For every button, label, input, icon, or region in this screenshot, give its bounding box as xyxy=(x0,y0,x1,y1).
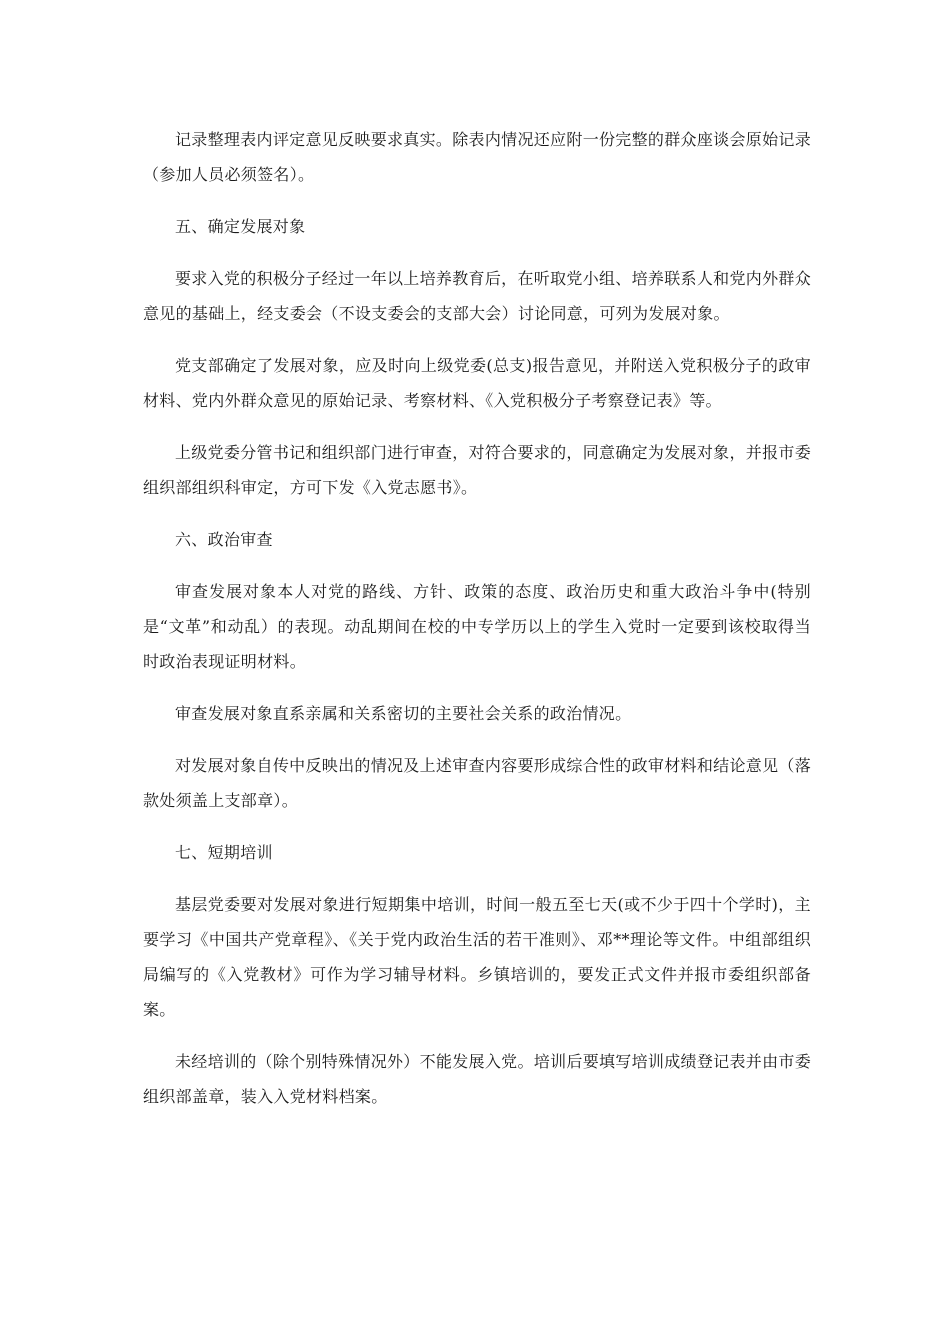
paragraph-political-review: 审查发展对象本人对党的路线、方针、政策的态度、政治历史和重大政治斗争中(特别是“文革”和动乱）的表现。动乱期间在校的中专学历以上的学生入党时一定要到该校取得当时政治表现证明材料。 xyxy=(143,582,811,671)
paragraph-record-requirements: 记录整理表内评定意见反映要求真实。除表内情况还应附一份完整的群众座谈会原始记录（参加人员必须签名）。 xyxy=(143,130,811,184)
section-heading-7: 七、短期培训 xyxy=(175,843,273,862)
paragraph-committee-review: 上级党委分管书记和组织部门进行审查，对符合要求的，同意确定为发展对象，并报市委组织部组织科审定，方可下发《入党志愿书》。 xyxy=(143,443,811,497)
paragraph-branch-report: 党支部确定了发展对象，应及时向上级党委(总支)报告意见，并附送入党积极分子的政审材料、党内外群众意见的原始记录、考察材料、《入党积极分子考察登记表》等。 xyxy=(143,356,811,410)
section-heading-6: 六、政治审查 xyxy=(175,530,273,549)
paragraph-training-requirement: 未经培训的（除个别特殊情况外）不能发展入党。培训后要填写培训成绩登记表并由市委组织部盖章，装入入党材料档案。 xyxy=(143,1052,811,1106)
paragraph-activist-criteria: 要求入党的积极分子经过一年以上培养教育后，在听取党小组、培养联系人和党内外群众意见的基础上，经支委会（不设支委会的支部大会）讨论同意，可列为发展对象。 xyxy=(143,269,811,323)
paragraph-training-content: 基层党委要对发展对象进行短期集中培训，时间一般五至七天(或不少于四十个学时)，主要学习《中国共产党章程》、《关于党内政治生活的若干准则》、邓**理论等文件。中组部组织局编写的《入党教材》可作为学习辅导材料。乡镇培训的，要发正式文件并报市委组织部备案。 xyxy=(143,895,811,1019)
section-heading-5: 五、确定发展对象 xyxy=(175,217,306,236)
document-body xyxy=(143,122,811,1131)
paragraph-review-conclusion: 对发展对象自传中反映出的情况及上述审查内容要形成综合性的政审材料和结论意见（落款处须盖上支部章）。 xyxy=(143,756,811,810)
paragraph-relatives-review: 审查发展对象直系亲属和关系密切的主要社会关系的政治情况。 xyxy=(175,704,632,723)
